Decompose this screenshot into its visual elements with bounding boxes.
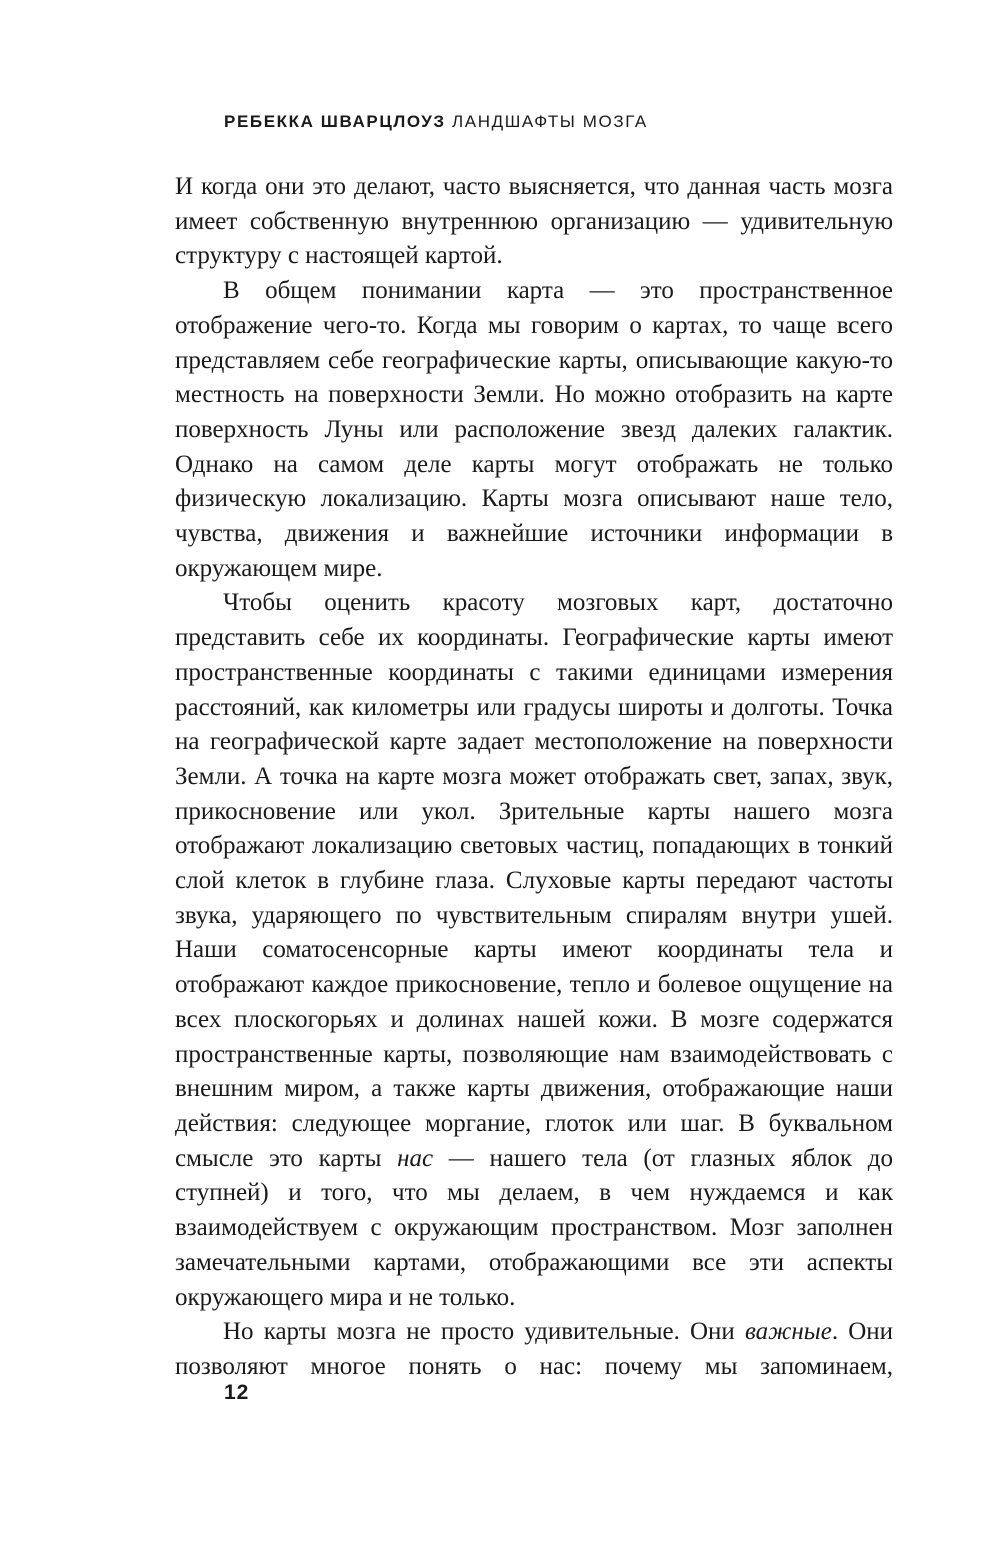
paragraph-text: . Они позволяют многое понять о нас: почему мы запоминаем, — [175, 1318, 894, 1380]
paragraph: И когда они это делают, часто выясняется, что данная часть мозга имеет собственную внутреннюю организацию — удивительную структуру с настоящей картой. — [175, 173, 893, 270]
paragraph: В общем понимании карта — это пространственное отображение чего-то. Когда мы говорим о картах, то чаще всего представляем себе географические карты, описывающие какую-то местность на поверхности Земли. Но можно отобразить на карте поверхность Луны или расположение звезд далеких галактик. Однако на самом деле карты могут отображать не только физическую локализацию. Карты мозга описывают наше тело, чувства, движения и важнейшие источники информации в окружающем мире. — [175, 277, 893, 582]
running-head — [224, 112, 648, 132]
running-head-title: ЛАНДШАФТЫ МОЗГА — [452, 112, 648, 131]
body-text — [175, 170, 893, 1385]
paragraph — [175, 586, 893, 1315]
page-number: 12 — [224, 1381, 250, 1404]
paragraph — [175, 1315, 893, 1384]
emphasis-text: важные — [744, 1318, 832, 1346]
paragraph-text: Чтобы оценить красоту мозговых карт, достаточно представить себе их координаты. Географические карты имеют пространственные координаты с такими единицами измерения расстояний, как километры или градусы широты и долготы. Точка на географической карте задает местоположение на поверхности Земли. А точка на карте мозга может отображать свет, запах, звук, прикосновение или укол. Зрительные карты нашего мозга отображают локализацию световых частиц, попадающих в тонкий слой клеток в глубине глаза. Слуховые карты передают частоты звука, ударяющего по чувствительным спиралям внутри ушей. Наши соматосенсорные карты имеют координаты тела и отображают каждое прикосновение, тепло и болевое ощущение на всех плоскогорьях и долинах нашей кожи. В мозге содержатся пространственные карты, позволяющие нам взаимодействовать с внешним миром, а также карты движения, отображающие наши действия: следующее моргание, глоток или шаг. В буквальном смысле это карты — [175, 589, 893, 1172]
paragraph-text: — нашего тела (от глазных яблок до ступней) и того, что мы делаем, в чем нуждаемся и как взаимодействуем с окружающим пространством. Мозг заполнен замечательными картами, отображающими все эти аспекты окружающего мира и не только. — [175, 1144, 894, 1311]
running-head-author: РЕБЕККА ШВАРЦЛОУЗ — [224, 112, 446, 131]
paragraph-text: Но карты мозга не просто удивительные. Они — [223, 1318, 735, 1346]
emphasis-text: нас — [397, 1144, 434, 1172]
